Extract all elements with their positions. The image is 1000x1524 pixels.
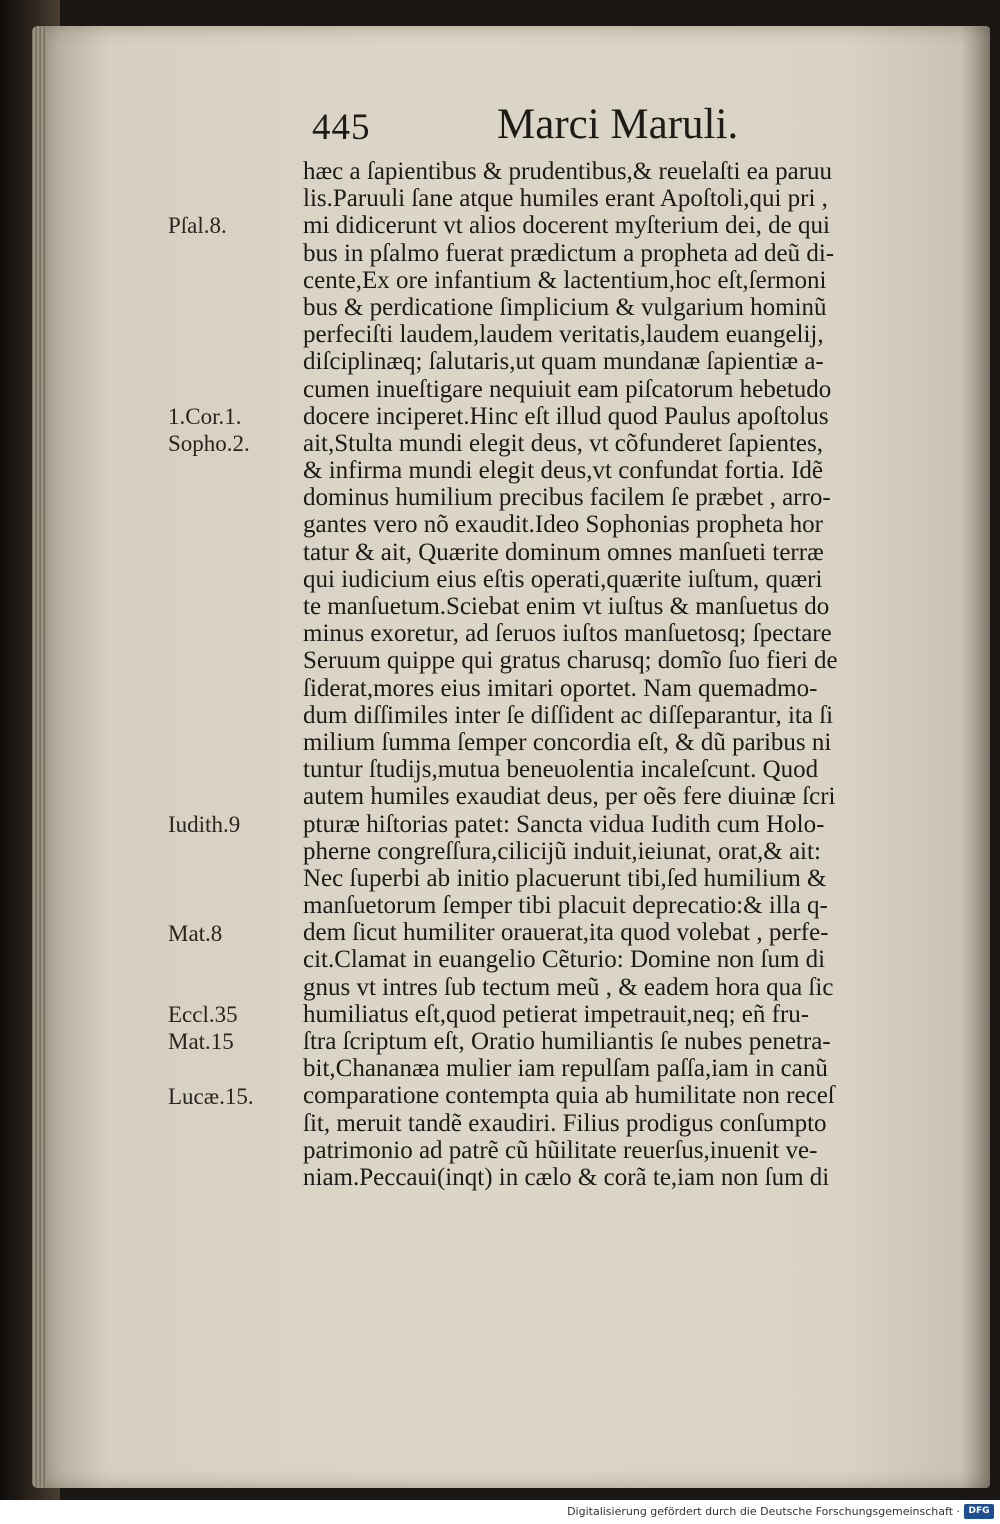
marginal-note: 1.Cor.1. [168,403,242,429]
dfg-logo: DFG [964,1504,994,1519]
text-line: minus exoretur, ad ſeruos iuſtos manſuetosq; ſpectare [303,620,832,648]
text-line: milium ſumma ſemper concordia eſt, & dũ paribus ni [303,728,832,756]
page-header [0,100,1000,160]
text-line: dem ſicut humiliter orauerat,ita quod volebat , perfe- [303,919,829,947]
text-line: humiliatus eſt,quod petierat impetrauit,neq; eñ fru- [303,1000,810,1028]
text-line: cit.Clamat in euangelio Cẽturio: Domine non ſum di [303,946,826,974]
running-title: Marci Maruli. [497,101,739,148]
text-line: bus in pſalmo fuerat prædictum a propheta ad deũ di- [303,239,835,267]
text-line: manſuetorum ſemper tibi placuit deprecatio:& illa q- [303,892,828,920]
digitization-credit: Digitalisierung gefördert durch die Deutsche Forschungsgemeinschaft · [567,1505,960,1518]
text-line: gnus vt intres ſub tectum meũ , & eadem hora qua ſic [303,973,834,1001]
footer-bar [0,1500,1000,1524]
text-line: te manſuetum.Sciebat enim vt iuſtus & manſuetus do [303,593,830,620]
text-line: tatur & ait, Quærite dominum omnes manſueti terræ [303,538,824,566]
text-line: bit,Chananæa mulier iam repulſam paſſa,iam in canũ [303,1055,828,1083]
text-line: Nec ſuperbi ab initio placuerunt tibi,ſed humilium & [303,864,827,892]
marginal-note: Lucæ.15. [168,1083,254,1109]
text-line: pturæ hiſtorias patet: Sancta vidua Iudith cum Holo- [303,810,825,838]
text-line: comparatione contempta quia ab humilitate non receſ [303,1082,835,1110]
marginal-note: Iudith.9 [168,811,241,837]
text-line: ſtra ſcriptum eſt, Oratio humiliantis ſe nubes penetra- [303,1028,831,1055]
text-line: lis.Paruuli ſane atque humiles erant Apoſtoli,qui pri , [303,185,828,213]
text-line: cumen inueſtigare nequiuit eam piſcatorum hebetudo [303,375,832,403]
page-edge [32,26,46,1488]
text-line: & infirma mundi elegit deus,vt confundat fortia. Idẽ [303,457,823,485]
text-line: autem humiles exaudiat deus, per oẽs fere diuinæ ſcri [303,783,836,811]
text-line: mi didicerunt vt alios docerent myſterium dei, de qui [303,212,830,240]
text-line: ſiderat,mores eius imitari oportet. Nam quemadmo- [303,674,818,702]
text-line: niam.Peccaui(inqt) in cælo & corã te,iam non ſum di [303,1163,830,1191]
text-line: hæc a ſapientibus & prudentibus,& reuelaſti ea paruu [303,158,833,185]
text-line: dominus humilium precibus facilem ſe præbet , arro- [303,484,831,512]
marginal-note: Pſal.8. [168,213,227,239]
text-line: ſit, meruit tandẽ exaudiri. Filius prodigus conſumpto [303,1109,827,1137]
text-line: gantes vero nõ exaudit.Ideo Sophonias propheta hor [303,511,824,539]
text-line: Seruum quippe qui gratus charusq; domĩo ſuo fieri de [303,647,838,675]
marginal-note: Mat.8 [168,920,223,946]
text-line: patrimonio ad patrẽ cũ hũilitate reuerſus,inuenit ve- [303,1136,818,1164]
marginal-note: Sopho.2. [168,431,250,456]
text-line: tuntur ſtudijs,mutua beneuolentia incaleſcunt. Quod [303,756,819,784]
marginal-note: Mat.15 [168,1029,234,1055]
marginal-note: Eccl.35 [168,1002,238,1028]
text-line: ait,Stulta mundi elegit deus, vt cõfunderet ſapientes, [303,429,824,457]
text-line: docere inciperet.Hinc eſt illud quod Paulus apoſtolus [303,402,829,430]
text-line: bus & perdicatione ſimplicium & vulgarium hominũ [303,293,827,321]
page-number: 445 [312,107,371,148]
body-text [303,158,958,1191]
text-line: dum diſſimiles inter ſe diſſident ac diſſeparantur, ita ſi [303,701,834,729]
text-line: perfeciſti laudem,laudem veritatis,laudem euangelij, [303,321,824,349]
text-line: diſciplinæq; ſalutaris,ut quam mundanæ ſapientiæ a- [303,348,824,376]
text-line: cente,Ex ore infantium & lactentium,hoc eſt,ſermoni [303,266,827,294]
text-line: pherne congreſſura,cilicijũ induit,ieiunat, orat,& ait: [303,837,821,865]
text-line: qui iudicium eius eſtis operati,quærite iuſtum, quæri [303,565,823,593]
